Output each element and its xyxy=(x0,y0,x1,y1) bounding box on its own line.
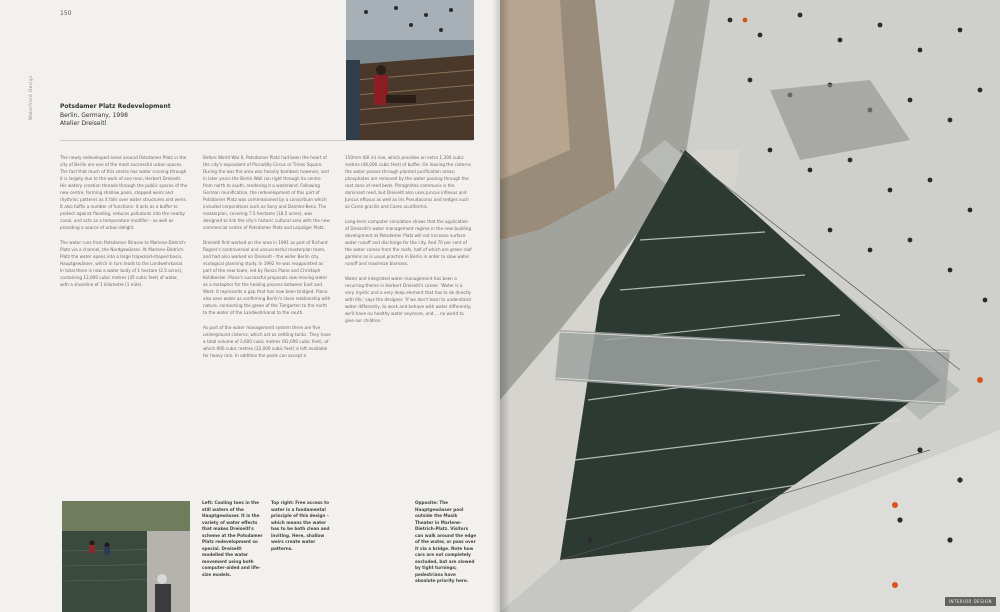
text-column-1 xyxy=(60,154,188,296)
text-column-3 xyxy=(345,154,473,332)
paragraph: Before World War II, Potsdamer Platz had been the heart of the city's equivalent of Piccadilly Circus or Times Square. During the war the area was heavily bombed, however, and in later years the Berlin Wall ran right through its centre from north to south, rendering it a wasteland. Following German reunification, the redevelopment of this part of Potsdamer Platz was commissioned by a consortium which included corporations such as Sony and Daimler-Benz. The masterplan, covering 7.5 hectares (18.5 acres), was designed to link the city's historic cultural area with the new commercial centre of Potsdamer Platz and Leipziger Platz. xyxy=(203,155,330,230)
paragraph: As part of the water management system there are five underground cisterns, which act as settling tanks. They have a total volume of 2,600 cubic metres (92,000 cubic feet), of which 900 cubic metres (32,000 cubic feet) is left available for heavy rain. In addition the pools can accept a xyxy=(203,325,331,358)
paragraph: Dreiseitl first worked on the area in 1991 as part of Richard Rogers's controversial and unsuccessful masterplan team, and had also worked on Dreiseitl – the wider Berlin city ecological planning study. In 1992 he was reappointed as part of the new team, led by Renzo Piano and Christoph Kohlbecker. Piano's successful proposals saw moving water as a metaphor for the healing process between East and West: it represents a gap that has now been bridged. Piano also sees water as confirming Berlin's close relationship with nature, connecting the green of the Tiergarten to the north to the water of the Landwehrkanal to the south. xyxy=(203,240,331,315)
paragraph: Long-term computer simulation shows that the application of Dreiseitl's water management regime in the new building development at Potsdamer Platz will not increase surface water runoff and discharge for the city. And 70 per cent of the water comes from the roofs, half of which are green roof gardens as is usual practice in Berlin in order to slow water runoff and maximize biomass. xyxy=(345,219,472,266)
paragraph: The water runs from Potsdamer Strasse to Marlene-Dietrich-Platz via a channel, the Nordgewässer. At Marlene-Dietrich-Platz the water opens into a large trapezoid-shaped basin, Hauptgewässer, which in turn leads to the Landwehrkanal. In total there is now a water body of 1 hectare (2.5 acres), containing 12,000 cubic metres (35 cubic feet) of water, with a shoreline of 1 kilometre (1 mile). xyxy=(60,240,187,287)
paragraph: 150mm (60 in) rise, which provides an extra 1,300 cubic metres (46,000 cubic feet) of buffer. On leaving the cisterns the water passes through planted purification areas; phosphates are removed by the water passing through the root zone of reed beds. Phragmites communis is the dominant reed, but Dreiseitl also uses Juncus inflexus and Juncus effusus as well as Iris Pseudacorus and sedges such as Carex gracilis and Carex acutiformis. xyxy=(345,155,471,209)
project-title-block xyxy=(60,103,200,129)
paragraph: Water and integrated water management has been a recurring theme in Herbert Dreiseitl's career. 'Water is a very mystic and a very deep element that has to do directly with life,' says the designer. 'If we don't learn to understand water differently, to work and behave with water differently, we'll have no healthy water anymore, and ... no world to give our children.' xyxy=(345,276,472,323)
plaza-aerial-photo xyxy=(500,0,1000,612)
book-gutter xyxy=(492,0,510,612)
paragraph: The newly redeveloped areas around Potsdamer Platz in the city of Berlin are one of the most successful urban spaces. The fact that much of this centre has water running through it is largely due to the work of one man, Herbert Dreiseitl. His watery creation threads through the public spaces of the new centre, forming shallow pools, stepped weirs and rhythmic patterns as it falls over water structures and weirs. It also fulfils a number of functions: it acts as a buffer to protect against flooding, reduces pollutants into the nearby canal, and acts as a temperature modifier – as well as providing a source of urban delight. xyxy=(60,155,188,230)
caption-opposite: Opposite: The Hauptgewässer pool outside the Musik Theater in Marlene-Dietrich-Platz. Visitors can walk around the edge of the water, or pass over it via a bridge. Note how cars are not completely excluded, but are slowed by tight turnings; pedestrians have absolute priority here. xyxy=(415,500,477,583)
photo-pool-visitors xyxy=(62,501,190,612)
caption-left: Left: Cooling toes in the still waters of the Hauptgewässer. It is the variety of water effects that makes Dreiseitl's scheme at the Potsdamer Platz redevelopment so special. Dreiseitl modelled the water movement using both computer-aided and life-size models. xyxy=(202,500,263,577)
divider xyxy=(60,140,473,141)
project-location: Berlin, Germany, 1998 xyxy=(60,111,128,119)
photo-weir-steps xyxy=(346,0,474,140)
page-number: 150 xyxy=(60,10,72,17)
project-title: Potsdamer Platz Redevelopment xyxy=(60,103,171,110)
project-firm: Atelier Dreiseitl xyxy=(60,120,107,127)
text-column-2 xyxy=(203,154,331,367)
caption-top-right: Top right: Free access to water is a fundamental principle of this design – which means the water has to be both clean and inviting. Here, shallow weirs create water patterns. xyxy=(271,500,330,551)
right-page-photo xyxy=(500,0,1000,612)
watermark-logo: INTERIOR DESIGN xyxy=(945,597,996,606)
vertical-section-label: Waterfront Design xyxy=(28,75,33,120)
